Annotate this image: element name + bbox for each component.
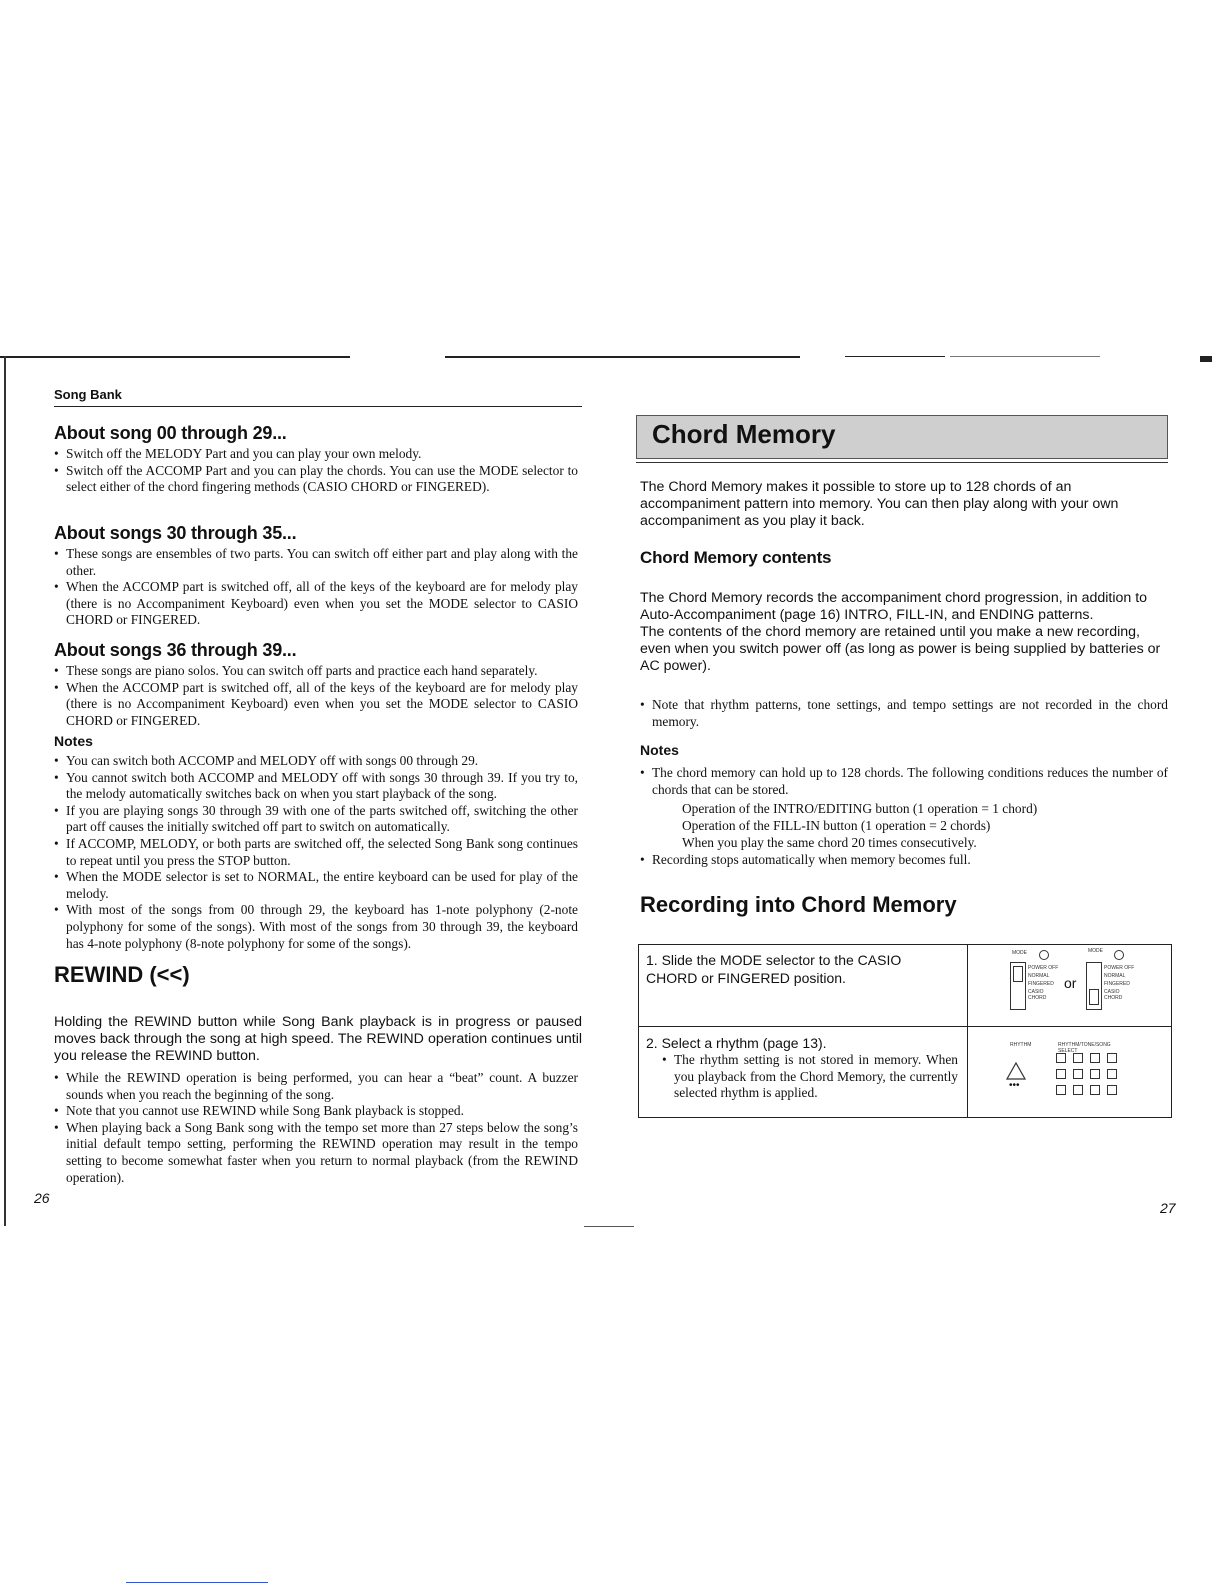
scan-bottom-mark (126, 1582, 268, 1583)
step-2-bullet (662, 1052, 958, 1102)
notes-heading-left: Notes (54, 733, 93, 749)
button-square-icon (1056, 1085, 1066, 1095)
banner-rule (636, 462, 1168, 463)
recording-title: Recording into Chord Memory (640, 892, 957, 917)
step-1-text: 1. Slide the MODE selector to the CASIO CHORD or FINGERED position. (646, 952, 902, 986)
scan-bottom-mark (584, 1226, 634, 1227)
mode-position-label: CASIO CHORD (1028, 989, 1047, 1001)
list-item: • When playing back a Song Bank song with the tempo set more than 27 steps below the song’s initial default tempo setting, performing the REWIND operation may result in the tempo setting to become somewhat faster when you return to normal playback (from the REWIND operation). (54, 1120, 578, 1186)
section-list-songs-30-35 (54, 546, 578, 629)
rewind-list (54, 1070, 578, 1186)
mode-label: MODE (1012, 950, 1027, 956)
notes-list-right (640, 765, 1168, 798)
button-square-icon (1056, 1053, 1066, 1063)
rhythm-dots-icon: ••• (1009, 1080, 1020, 1091)
button-square-icon (1107, 1085, 1117, 1095)
table-divider (638, 1026, 1172, 1027)
button-square-icon (1073, 1069, 1083, 1079)
list-item: • These songs are piano solos. You can switch off parts and practice each hand separately. (54, 663, 578, 680)
section-title-songs-30-35: About songs 30 through 35... (54, 523, 297, 543)
button-square-icon (1073, 1085, 1083, 1095)
page-header-label: Song Bank (54, 387, 122, 402)
scan-top-rule (845, 356, 945, 357)
list-item: • Note that you cannot use REWIND while Song Bank playback is stopped. (54, 1103, 578, 1120)
section-title-songs-00-29: About song 00 through 29... (54, 423, 287, 443)
mode-position-label: FINGERED (1104, 981, 1130, 987)
section-list-songs-00-29 (54, 446, 578, 496)
mode-position-label: NORMAL (1028, 973, 1050, 979)
chord-memory-title: Chord Memory (652, 419, 836, 449)
list-item: • These songs are ensembles of two parts. You can switch off either part and play along with the other. (54, 546, 578, 579)
contents-para-2: The contents of the chord memory are retained until you make a new recording, even when you switch power off (as long as power is being supplied by batteries or AC power). (640, 624, 1161, 674)
list-item: • If ACCOMP, MELODY, or both parts are switched off, the selected Song Bank song continues to repeat until you press the STOP button. (54, 836, 578, 869)
contents-bullet (640, 697, 1168, 730)
step-2-text: 2. Select a rhythm (page 13). (646, 1035, 827, 1051)
note-sub-item: When you play the same chord 20 times consecutively. (682, 835, 977, 850)
contents-para-1: The Chord Memory records the accompaniment chord progression, in addition to Auto-Accompaniment (page 16) INTRO, FILL-IN, and ENDING patterns. (640, 590, 1148, 623)
rhythm-select-label: RHYTHM/TONE/SONG SELECT (1058, 1042, 1111, 1054)
scan-top-rule (950, 356, 1100, 357)
mode-slider-knob (1089, 989, 1099, 1005)
note-sub-item: Operation of the FILL-IN button (1 operation = 2 chords) (682, 818, 991, 833)
section-list-songs-36-39 (54, 663, 578, 729)
list-item: • While the REWIND operation is being performed, you can hear a “beat” count. A buzzer sounds when you reach the beginning of the song. (54, 1070, 578, 1103)
scan-top-rule (1200, 356, 1212, 362)
list-item: • When the ACCOMP part is switched off, all of the keys of the keyboard are for melody play (there is no Accompaniment Keyboard) even when you set the MODE selector to CASIO CHORD or FINGERED. (54, 579, 578, 629)
button-square-icon (1090, 1069, 1100, 1079)
table-divider (967, 944, 968, 1118)
note-sub-item: Operation of the INTRO/EDITING button (1 operation = 1 chord) (682, 801, 1038, 816)
button-square-icon (1073, 1053, 1083, 1063)
mode-position-label: FINGERED (1028, 981, 1054, 987)
mode-label: MODE (1088, 948, 1103, 954)
chord-memory-intro: The Chord Memory makes it possible to store up to 128 chords of an accompaniment pattern into memory. You can then play along with your own accompaniment as you play it back. (640, 479, 1119, 529)
list-item: • Note that rhythm patterns, tone settings, and tempo settings are not recorded in the chord memory. (640, 697, 1168, 730)
chord-memory-contents-title: Chord Memory contents (640, 548, 832, 567)
mode-slider-knob (1013, 966, 1023, 982)
mode-position-label: POWER OFF (1028, 965, 1059, 971)
button-square-icon (1107, 1069, 1117, 1079)
list-item: • The rhythm setting is not stored in memory. When you playback from the Chord Memory, the currently selected rhythm is applied. (662, 1052, 958, 1102)
list-item: • Switch off the ACCOMP Part and you can play the chords. You can use the MODE selector to select either of the chord fingering methods (CASIO CHORD or FINGERED). (54, 463, 578, 496)
notes-list-right-2 (640, 852, 1168, 869)
mode-position-label: POWER OFF (1104, 965, 1135, 971)
button-square-icon (1090, 1085, 1100, 1095)
scan-left-edge (4, 356, 6, 1226)
list-item: • If you are playing songs 30 through 39 with one of the parts switched off, switching the other part off causes the initially switched off part to switch on automatically. (54, 803, 578, 836)
rhythm-label: RHYTHM (1010, 1042, 1032, 1048)
page-number-left: 26 (34, 1190, 50, 1206)
mode-indicator-icon (1039, 950, 1049, 960)
list-item: • Switch off the MELODY Part and you can play your own melody. (54, 446, 578, 463)
list-item: • When the ACCOMP part is switched off, all of the keys of the keyboard are for melody play (there is no Accompaniment Keyboard) even when you set the MODE selector to CASIO CHORD or FINGERED. (54, 680, 578, 730)
list-item: • The chord memory can hold up to 128 chords. The following conditions reduces the number of chords that can be stored. (640, 765, 1168, 798)
button-square-icon (1107, 1053, 1117, 1063)
mode-indicator-icon (1114, 950, 1124, 960)
header-rule (54, 406, 582, 407)
list-item: • Recording stops automatically when memory becomes full. (640, 852, 1168, 869)
list-item: • With most of the songs from 00 through 29, the keyboard has 1-note polyphony (2-note polyphony for some of the songs). With most of the songs from 30 through 39, the keyboard has 4-note polyphony (8-note polyphony for some of the songs). (54, 902, 578, 952)
list-item: • You can switch both ACCOMP and MELODY off with songs 00 through 29. (54, 753, 578, 770)
list-item: • When the MODE selector is set to NORMAL, the entire keyboard can be used for play of the melody. (54, 869, 578, 902)
mode-position-label: CASIO CHORD (1104, 989, 1123, 1001)
page-number-right: 27 (1160, 1200, 1176, 1216)
scan-top-rule (0, 356, 350, 358)
mode-position-label: NORMAL (1104, 973, 1126, 979)
or-label: or (1064, 975, 1077, 991)
section-title-songs-36-39: About songs 36 through 39... (54, 640, 297, 660)
button-square-icon (1056, 1069, 1066, 1079)
button-square-icon (1090, 1053, 1100, 1063)
scan-top-rule (445, 356, 800, 358)
notes-list-left (54, 753, 578, 952)
rewind-title: REWIND (<<) (54, 962, 190, 987)
notes-heading-right: Notes (640, 742, 679, 758)
rewind-intro: Holding the REWIND button while Song Bank playback is in progress or paused moves back through the song at high speed. The REWIND operation continues until you release the REWIND button. (54, 1014, 582, 1064)
list-item: • You cannot switch both ACCOMP and MELODY off with songs 30 through 39. If you try to, the melody automatically switches back on when you start playback of the song. (54, 770, 578, 803)
